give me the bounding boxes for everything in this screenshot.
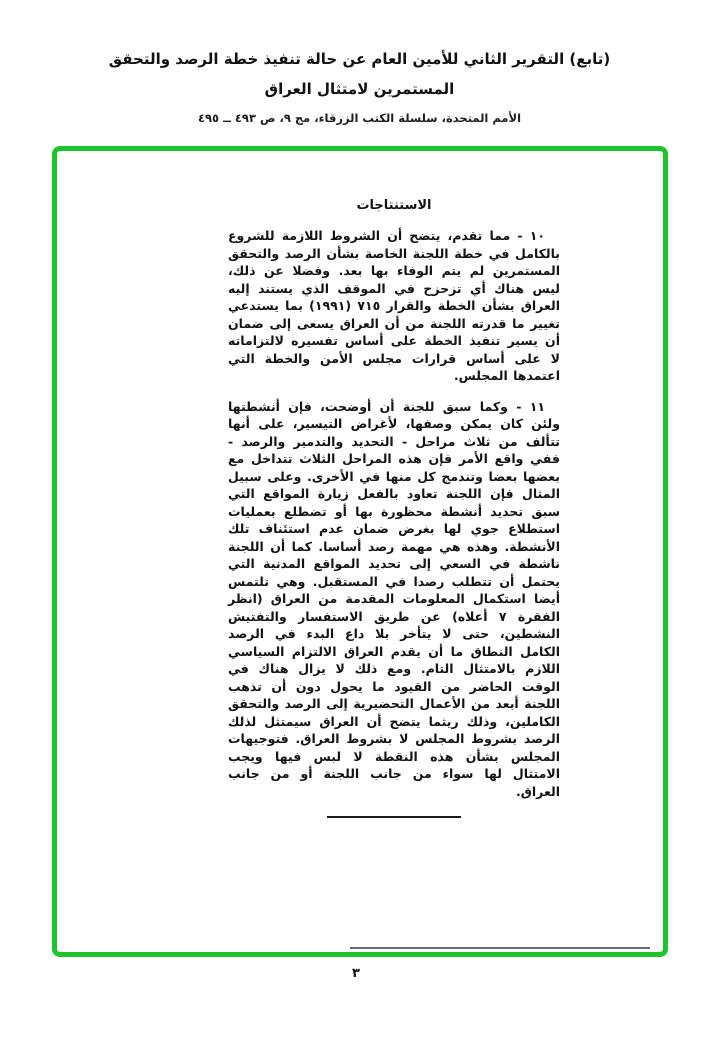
paragraph-11: ١١ - وكما سبق للجنة أن أوضحت، فإن أنشطتها ولئن كان يمكن وصفها، لأغراض التيسير، على أنها تتألف من ثلاث مراحل - التحديد والتدمير والرصد - ففي واقع الأمر فإن هذه المراحل الثلاث تتداخل مع بعضها بعضا وتندمج كل منها في الأخرى. وعلى سبيل المثال فإن اللجنة تعاود بالفعل زيارة المواقع التي سبق تحديد أنشطة محظورة بها أو تضطلع بعمليات استطلاع جوي لها بغرض ضمان عدم استئناف تلك الأنشطة. وهذه هي مهمة رصد أساسا. كما أن اللجنة ناشطة في السعي إلى تحديد المواقع المدنية التي يحتمل أن تتطلب رصدا في المستقبل. وهي تلتمس أيضا استكمال المعلومات المقدمة من العراق (انظر الفقرة ٧ أعلاه) عن طريق الاستفسار والتفتيش النشطين، حتى لا يتأخر بلا داع البدء في الرصد الكامل النطاق ما أن يقدم العراق الالتزام السياسي اللازم بالامتثال التام. ومع ذلك لا يزال هناك في الوقت الحاضر من القيود ما يحول دون أن تذهب اللجنة أبعد من الأعمال التحضيرية إلى الرصد والتحقق الكاملين، وذلك ريثما يتضح أن العراق سيمتثل لذلك الرصد بشروط المجلس لا بشروط العراق. فتوجيهات المجلس بشأن هذه النقطة لا لبس فيها ويجب الامتثال لها سواء من جانب اللجنة أو من جانب العراق. (228, 398, 560, 799)
green-highlight-frame (52, 146, 668, 957)
report-title-line2: المستمرين لامتثال العراق (264, 80, 455, 98)
source-citation-line: الأمم المتحدة، سلسلة الكتب الزرقاء، مج ٩، ص ٤٩٣ ــ ٤٩٥ (197, 111, 522, 125)
body-text-column (228, 227, 560, 818)
scan-edge-artifact (350, 947, 650, 949)
report-title-line1: (تابع) التقرير الثاني للأمين العام عن حالة تنفيذ خطة الرصد والتحقق (108, 50, 611, 68)
section-title-conclusions: الاستنتاجات (356, 198, 432, 213)
paragraph-10: ١٠ - مما تقدم، يتضح أن الشروط اللازمة للشروع بالكامل في خطة اللجنة الخاصة بشأن الرصد والتحقق المستمرين لم يتم الوفاء بها بعد. وفضلا عن ذلك، ليس هناك أي تزحزح في الموقف الذي يستند إليه العراق بشأن الخطة والقرار ٧١٥ (١٩٩١) بما يستدعي تغيير ما قدرته اللجنة من أن العراق يسعى إلى ضمان أن يسير تنفيذ الخطة على أساس تفسيره لالتزاماته لا على أساس قرارات مجلس الأمن والخطة التي اعتمدها المجلس. (228, 228, 560, 383)
page-number: ٣ (352, 966, 360, 981)
end-of-section-divider (327, 816, 461, 818)
